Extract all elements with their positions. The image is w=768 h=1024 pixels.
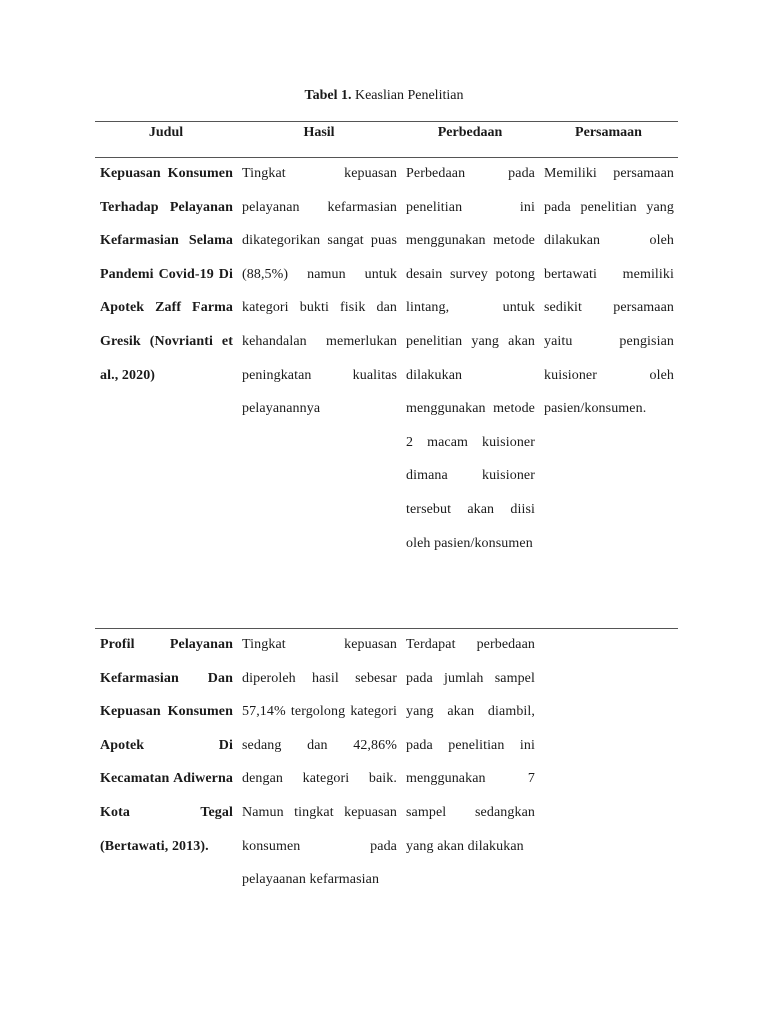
table-header-row: [95, 122, 678, 158]
cell-perbedaan: [401, 158, 539, 629]
header-persamaan: Persamaan: [539, 122, 678, 158]
cell-hasil: [237, 629, 401, 897]
cell-perbedaan: [401, 629, 539, 897]
cell-perbedaan-text: Terdapat perbedaan pada jumlah sampel yang akan diambil, pada penelitian ini menggunakan 7 sampel sedangkan yang akan dilakukan: [406, 637, 535, 854]
cell-hasil: [237, 158, 401, 629]
cell-judul-text: Profil Pelayanan Kefarmasian Dan Kepuasan Konsumen Apotek Di Kecamatan Adiwerna Kota Tegal (Bertawati, 2013).: [100, 637, 233, 854]
cell-hasil-text: Tingkat kepuasan diperoleh hasil sebesar 57,14% tergolong kategori sedang dan 42,86% dengan kategori baik. Namun tingkat kepuasan konsumen pada pelayaanan kefarmasian: [242, 637, 397, 888]
cell-perbedaan-text: Perbedaan pada penelitian ini menggunakan metode desain survey potong lintang, untuk penelitian yang akan dilakukan menggunakan metode 2 macam kuisioner dimana kuisioner tersebut akan diisi oleh pasien/konsumen: [406, 166, 535, 551]
cell-persamaan: [539, 629, 678, 897]
table-row: [95, 158, 678, 629]
cell-persamaan: [539, 158, 678, 629]
cell-judul: [95, 629, 237, 897]
table-row: [95, 629, 678, 897]
cell-persamaan-text: Memiliki persamaan pada penelitian yang dilakukan oleh bertawati memiliki sedikit persamaan yaitu pengisian kuisioner oleh pasien/konsumen.: [544, 166, 674, 417]
header-judul: Judul: [95, 122, 237, 158]
caption-text: Keaslian Penelitian: [351, 88, 464, 103]
cell-judul: [95, 158, 237, 629]
cell-hasil-text: Tingkat kepuasan pelayanan kefarmasian dikategorikan sangat puas (88,5%) namun untuk kategori bukti fisik dan kehandalan memerlukan peningkatan kualitas pelayanannya: [242, 166, 397, 417]
research-originality-table: [95, 121, 678, 897]
cell-judul-text: Kepuasan Konsumen Terhadap Pelayanan Kefarmasian Selama Pandemi Covid-19 Di Apotek Zaff Farma Gresik (Novrianti et al., 2020): [100, 166, 233, 383]
header-hasil: Hasil: [237, 122, 401, 158]
header-perbedaan: Perbedaan: [401, 122, 539, 158]
caption-label: Tabel 1.: [304, 88, 352, 103]
table-caption: [0, 86, 768, 106]
